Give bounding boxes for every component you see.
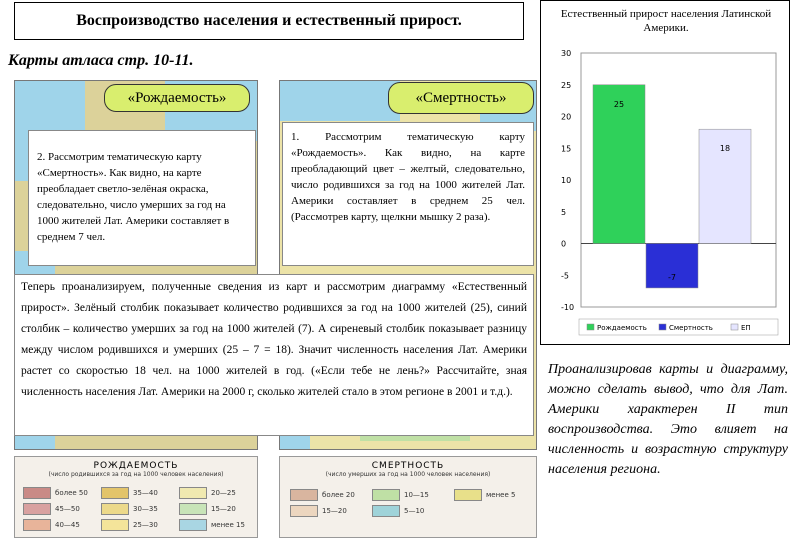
conclusion-text: Проанализировав карты и диаграмму, можно сделать вывод, что для Лат. Америки характерен II тип воспроизводства. Это влияет на численность и возрастную структуру населения региона.	[548, 362, 788, 477]
y-tick-label: 20	[561, 112, 572, 122]
legend-item	[101, 519, 158, 531]
birth-map-note: 1. Рассмотрим тематическую карту «Рождаемость». Как видно, на карте преобладающий цвет – желтый, следовательно, число родившихся за год на 1000 жителей Лат. Америки составляет в среднем 25 чел. (Рассмотрев карту, щелкни мышку 2 раза).	[282, 122, 534, 266]
legend-item	[454, 489, 515, 501]
legend-swatch	[372, 489, 400, 501]
map-sea	[280, 81, 400, 121]
y-tick-label: 30	[561, 49, 572, 58]
atlas-subtitle: Карты атласа стр. 10-11.	[8, 52, 194, 69]
y-tick-label: 15	[561, 144, 572, 154]
bar-data-label: -7	[668, 272, 676, 282]
y-tick-label: -10	[561, 303, 575, 312]
bar-data-label: 18	[719, 144, 731, 154]
death-legend-subtitle: (число умерших за год на 1000 человек населения)	[325, 471, 491, 478]
legend-item	[179, 519, 245, 531]
bar-data-label: 25	[613, 99, 625, 109]
legend-label: 35—40	[133, 489, 158, 497]
legend-item	[372, 489, 429, 501]
death-map-note: 2. Рассмотрим тематическую карту «Смертность». Как видно, на карте преобладает светло-зелёная окраска, следовательно, число умерших за год на 1000 жителей Лат. Америки составляет в среднем 7 чел.	[28, 130, 256, 266]
legend-label: 5—10	[404, 507, 425, 515]
legend-swatch	[179, 487, 207, 499]
legend-swatch	[290, 505, 318, 517]
legend-label: более 20	[322, 491, 355, 499]
legend-label: 15—20	[322, 507, 347, 515]
legend-item	[23, 503, 80, 515]
legend-label: Смертность	[669, 324, 713, 332]
legend-label: 40—45	[55, 521, 80, 529]
legend-swatch	[179, 519, 207, 531]
chart-canvas	[541, 1, 791, 346]
legend-label: 25—30	[133, 521, 158, 529]
legend-swatch	[23, 487, 51, 499]
legend-item	[290, 489, 355, 501]
legend-item	[290, 505, 347, 517]
analysis-text: Теперь проанализируем, полученные сведения из карт и рассмотрим диаграмму «Естественный прирост». Зелёный столбик показывает количество родившихся за год на 1000 жителей (25), синий столбик – количество умерших за год на 1000 жителей (7). А сиреневый столбик показывает разницу между числом родившихся и умерших (25 – 7 = 18). Значит численность населения Лат. Америки растет со скоростью 18 чел. на 1000 жителей в год. («Если тебе не лень?» Рассчитайте, зная численность населения Лат. Америки на 2000 г, сколько жителей стало в этом регионе в 2001 и т.д.).	[14, 274, 534, 436]
birth-legend-subtitle: (число родившихся за год на 1000 человек населения)	[48, 471, 224, 478]
y-tick-label: 25	[561, 80, 572, 90]
birth-legend-title: РОЖДАЕМОСТЬ	[93, 461, 179, 471]
legend-label: 30—35	[133, 505, 158, 513]
legend-item	[23, 519, 80, 531]
legend-swatch	[372, 505, 400, 517]
y-tick-label: 10	[561, 176, 572, 185]
legend-label: 10—15	[404, 491, 429, 499]
death-rate-legend	[279, 456, 537, 538]
legend-label: 45—50	[55, 505, 80, 513]
legend-swatch	[101, 503, 129, 515]
legend-swatch	[731, 324, 738, 330]
legend-swatch	[454, 489, 482, 501]
natural-increase-chart	[540, 0, 790, 345]
legend-swatch	[23, 503, 51, 515]
legend-swatch	[659, 324, 666, 330]
legend-swatch	[290, 489, 318, 501]
legend-label: более 50	[55, 489, 88, 497]
legend-label: менее 5	[486, 491, 516, 499]
legend-swatch	[101, 519, 129, 531]
legend-label: 20—25	[211, 489, 236, 497]
death-legend-title: СМЕРТНОСТЬ	[371, 461, 445, 471]
legend-label: ЕП	[741, 324, 751, 332]
legend-label: 15—20	[211, 505, 236, 513]
birth-rate-button[interactable]: «Рождаемость»	[104, 84, 250, 112]
legend-label: менее 15	[211, 521, 245, 529]
legend-item	[101, 487, 158, 499]
y-tick-label: -5	[561, 271, 569, 281]
legend-label: Рождаемость	[597, 324, 647, 332]
legend-item	[179, 487, 236, 499]
legend-swatch	[23, 519, 51, 531]
y-tick-label: 5	[561, 207, 567, 217]
legend-item	[23, 487, 88, 499]
legend-swatch	[587, 324, 594, 330]
legend-swatch	[179, 503, 207, 515]
legend-item	[372, 505, 424, 517]
legend-item	[101, 503, 158, 515]
y-tick-label: 0	[561, 239, 567, 249]
birth-rate-legend	[14, 456, 258, 538]
legend-item	[179, 503, 236, 515]
chart-title: Естественный прирост населения Латинской Америки.	[560, 8, 772, 34]
page-title: Воспроизводство населения и естественный прирост.	[14, 2, 524, 40]
legend-swatch	[101, 487, 129, 499]
death-rate-button[interactable]: «Смертность»	[388, 82, 534, 114]
